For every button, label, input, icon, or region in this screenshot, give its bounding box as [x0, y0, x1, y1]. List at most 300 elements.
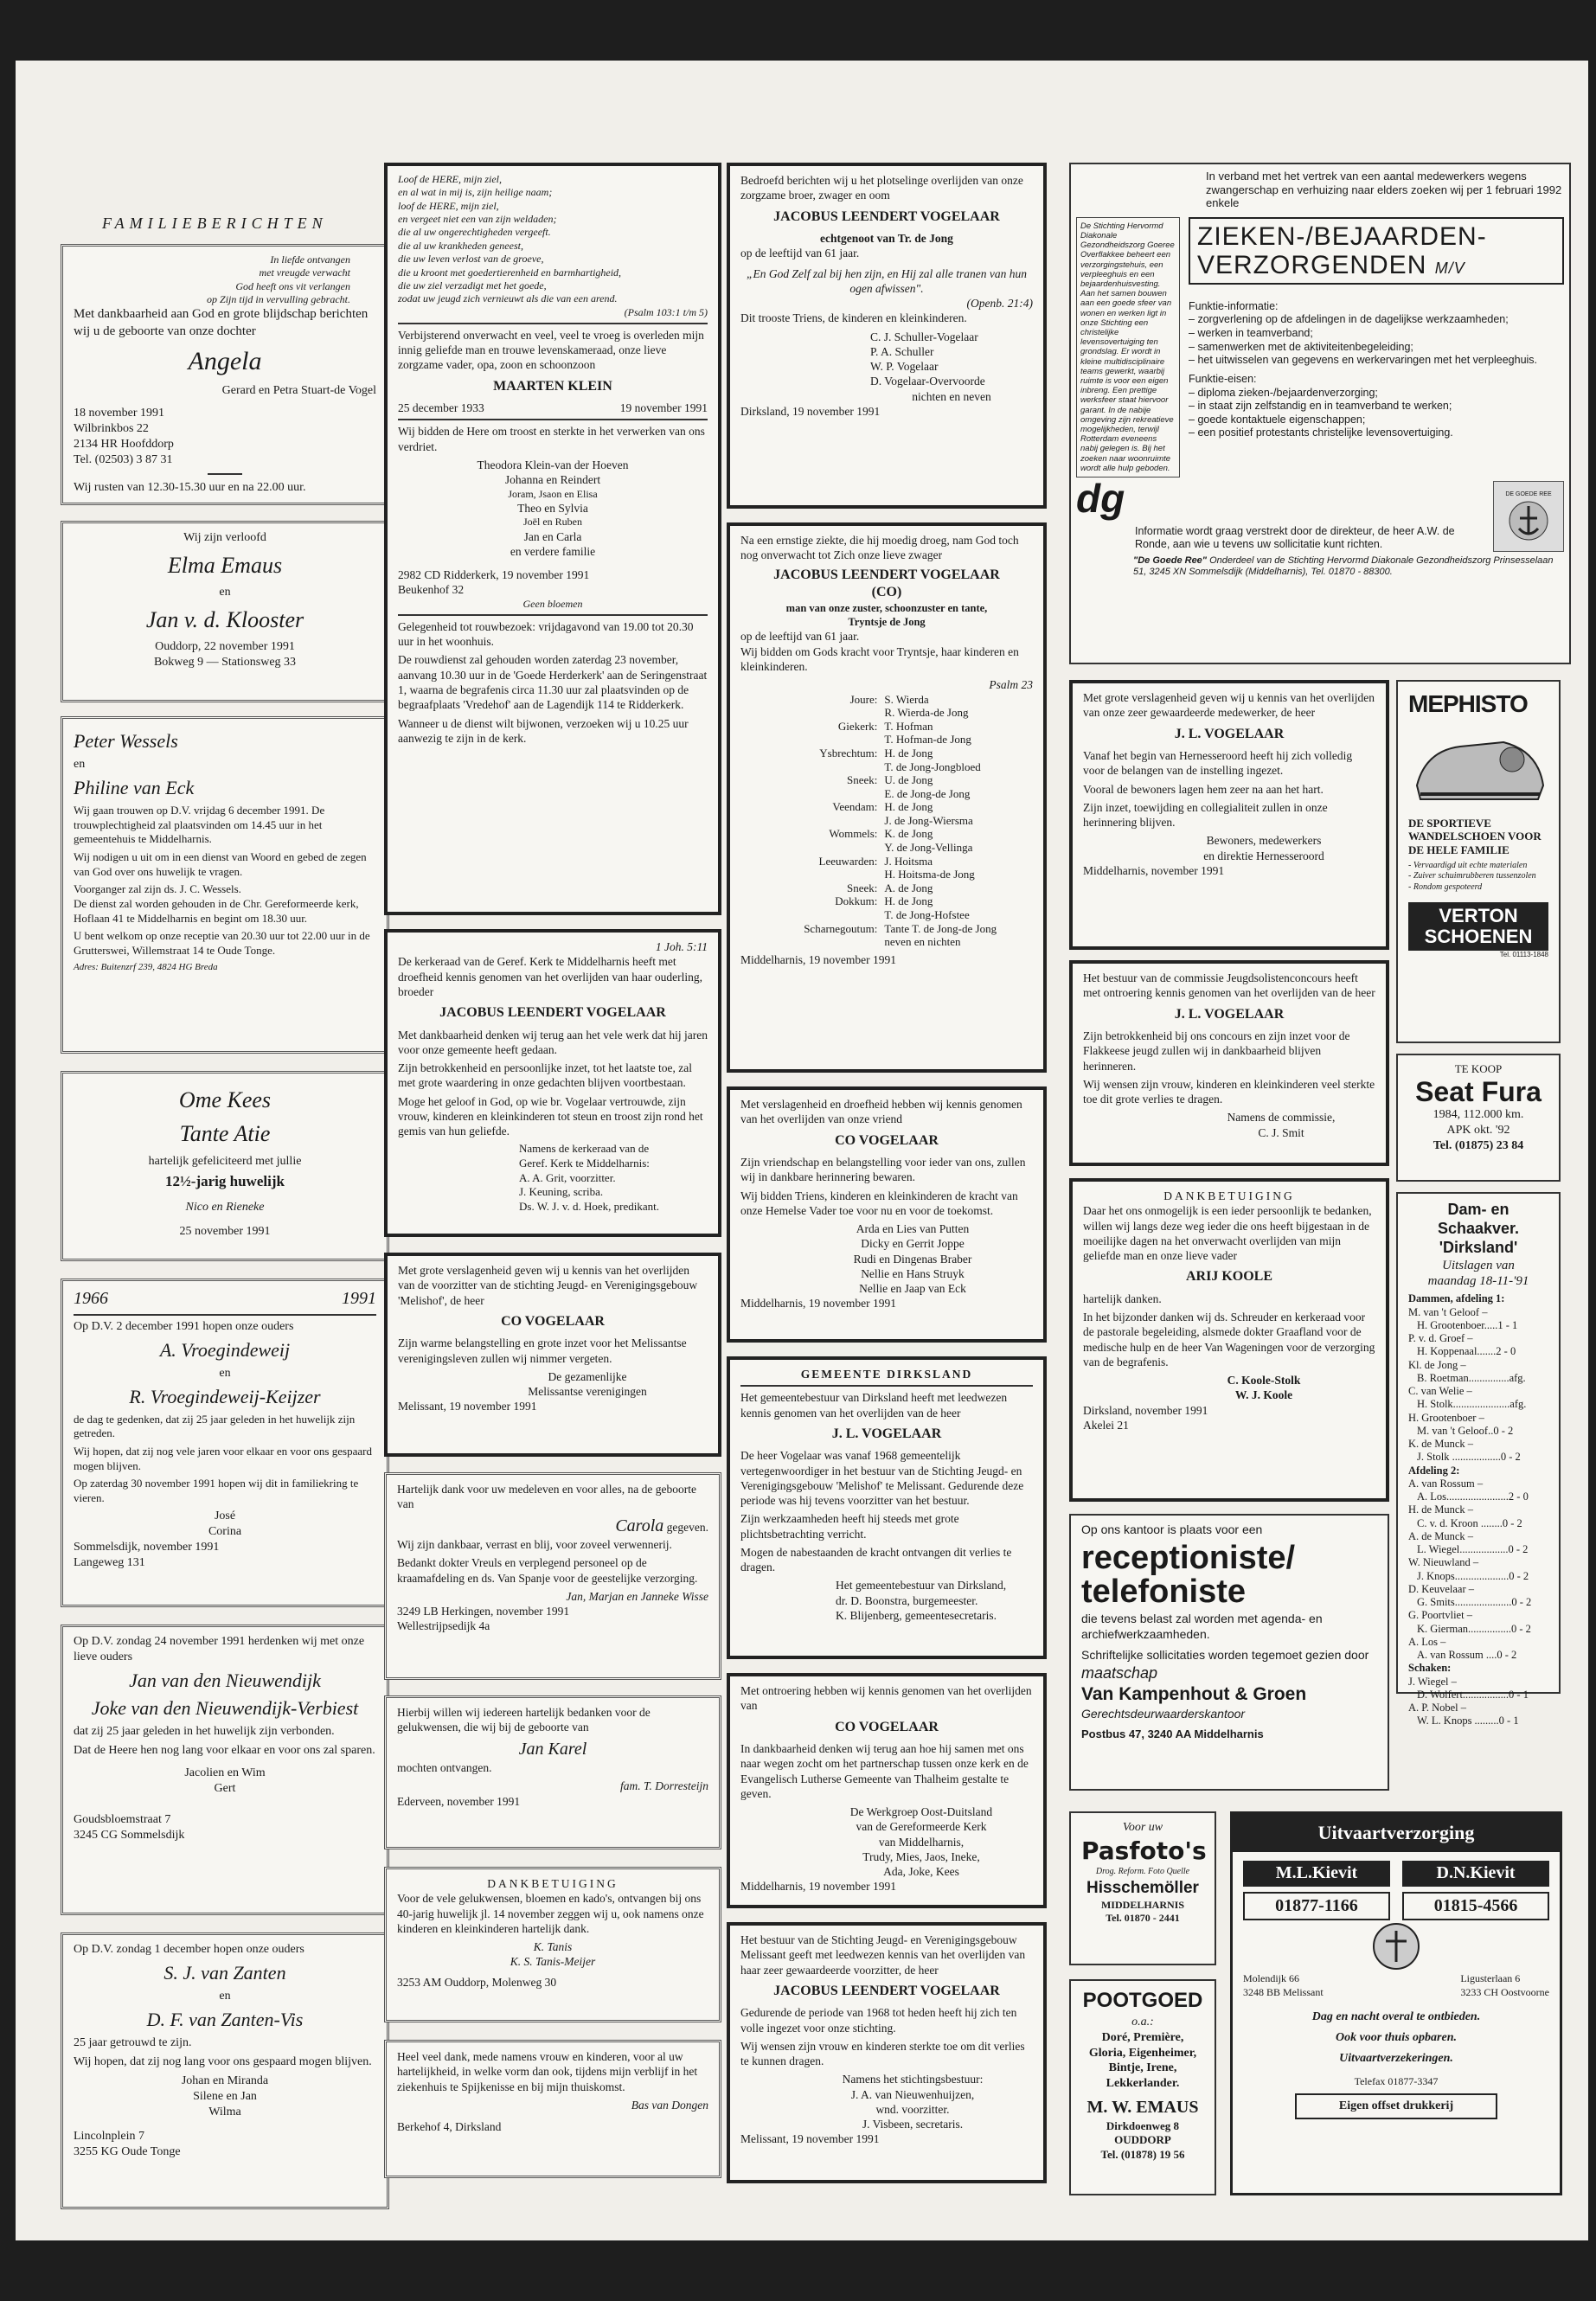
- child: Johan en Miranda: [181, 2073, 269, 2087]
- paragraph: Zijn betrokkenheid en persoonlijke inzet, tot het laatste toe, zal met grote waardering in onze gedachten blijven voortbestaan.: [398, 1061, 693, 1090]
- place: 2982 CD Ridderkerk, 19 november 1991: [398, 568, 590, 582]
- place-date: Ouddorp, 22 november 1991: [155, 640, 295, 654]
- friend: Arda en Lies van Putten: [856, 1222, 970, 1236]
- side-text: De Stichting Hervormd Diakonale Gezondheidszorg Goeree Overflakkee beheert een verzorgingstehuis, een verpleeghuis en een bejaardenhuisvesting. Aan het samen bouwen aan een goede sfeer van wonen en werken ligt in onze Stichting een christelijke levensovertuiging ten grondslag. Er wordt in kleine multidisciplinaire teams gewerkt, waarbij ruimte is voor een eigen inbreng. Een prettige werksfeer staat hiervoor garant. In de nabije omgeving zijn rekreatieve mogelijkheden, terwijl Rotterdam eveneens nabij gelegen is. Bij het zoeken naar woonruimte wordt alle hulp geboden.: [1076, 217, 1180, 478]
- signature: K. S. Tanis-Meijer: [510, 1955, 596, 1969]
- signature: wnd. voorzitter.: [875, 2102, 950, 2116]
- result-line: K. Gierman................0 - 2: [1417, 1622, 1531, 1635]
- phone: Tel. (01878) 19 56: [1100, 2148, 1185, 2162]
- relative-name: Y. de Jong-Vellinga: [884, 841, 973, 855]
- relative-name: T. Hofman: [884, 719, 933, 733]
- result-line: H. Grootenboer.....1 - 1: [1417, 1318, 1518, 1331]
- result-line: J. Knops....................0 - 2: [1417, 1569, 1529, 1582]
- name-atie: Tante Atie: [179, 1121, 271, 1147]
- address: Adres: Buitenzrf 239, 4824 HG Breda: [74, 962, 218, 973]
- info: Informatie wordt graag verstrekt door de direkteur, de heer A.W. de Ronde, aan wie u tevens uw sollicitatie kunt richten.: [1135, 524, 1455, 551]
- child: Wilma: [208, 2105, 241, 2118]
- family-member: Joël en Ruben: [523, 516, 582, 529]
- emblem-icon: [1243, 1920, 1549, 1972]
- name-philine: Philine van Eck: [74, 777, 195, 799]
- given-text: gegeven.: [666, 1520, 708, 1534]
- name-peter: Peter Wessels: [74, 730, 178, 752]
- addresses: Bokweg 9 — Stationsweg 33: [153, 656, 297, 670]
- relative-name: H. de Jong: [884, 894, 933, 908]
- deceased-name: ARIJ KOOLE: [1185, 1269, 1272, 1285]
- result-line: P. v. d. Groef –: [1408, 1332, 1473, 1345]
- paragraph: Zijn warme belangstelling en grote inzet voor het Melissantse verenigingsleven zullen wij nimmer vergeten.: [398, 1336, 687, 1365]
- seller-name: M. W. EMAUS: [1086, 2098, 1199, 2118]
- relative-row: [740, 773, 1033, 787]
- req-item: een positief protestants christelijke levensovertuiging.: [1197, 426, 1453, 439]
- paragraph: Gedurende de periode van 1968 tot heden heeft hij zich ten volle ingezet voor onze stichting.: [740, 2006, 1017, 2035]
- name-d: D. F. van Zanten-Vis: [146, 2008, 304, 2030]
- relative-name: S. Wierda: [884, 692, 929, 706]
- intro: Met verslagenheid en droefheid hebben wij kennis genomen van het overlijden van onze vriend: [740, 1098, 1022, 1126]
- result-line: J. Wiegel –: [1408, 1675, 1457, 1688]
- relative-place: [740, 841, 884, 855]
- title: GEMEENTE DIRKSLAND: [800, 1368, 973, 1381]
- relative-row: [740, 855, 1033, 868]
- obituary-dejong: [727, 163, 1047, 509]
- prayer: Wij bidden de Here om troost en sterkte in het verwerken van ons verdriet.: [398, 425, 705, 453]
- address: Beukenhof 32: [398, 583, 465, 597]
- division-title: Afdeling 2:: [1408, 1464, 1460, 1477]
- for-sale: TE KOOP: [1454, 1062, 1503, 1075]
- result-line: M. van 't Geloof..0 - 2: [1417, 1424, 1514, 1437]
- from: Nico en Rieneke: [185, 1201, 265, 1215]
- psalm-line: loof de HERE, mijn ziel,: [398, 199, 499, 212]
- dg-logo-icon: dg: [1076, 476, 1125, 522]
- address: 3253 AM Ouddorp, Molenweg 30: [397, 1975, 557, 1989]
- signature: J. Keuning, scriba.: [519, 1185, 604, 1199]
- intro: Het bestuur van de commissie Jeugdsolistenconcours heeft met ontroering kennis genomen van het overlijden van de heer: [1083, 971, 1375, 1000]
- relative-place: [740, 814, 884, 828]
- result-line: D. Wolfert.................0 - 1: [1417, 1688, 1529, 1701]
- job-title: receptioniste/ telefoniste: [1081, 1539, 1296, 1610]
- phone: Tel. 01870 - 2441: [1106, 1912, 1180, 1925]
- req-item: in staat zijn zelfstandig en in teamverband te werken;: [1197, 400, 1452, 413]
- address: Berkehof 4, Dirksland: [397, 2120, 502, 2134]
- result-line: L. Wiegel..................0 - 2: [1417, 1543, 1529, 1556]
- obituary-stichting: [727, 1922, 1047, 2183]
- obituary-maarten-klein: [384, 163, 721, 915]
- title: Uitvaartverzorging: [1233, 1814, 1560, 1852]
- relative-row: [740, 922, 1033, 936]
- deceased-name: CO VOGELAAR: [835, 1132, 939, 1148]
- paragraph: Daar het ons onmogelijk is een ieder persoonlijk te bedanken, willen wij langs deze weg ieder die ons heeft bijgestaan in de moeilijke dagen na het onverwacht overlijden van mijn geliefde man en onze lieve vader: [1083, 1204, 1372, 1263]
- relative-place: Veendam:: [832, 800, 878, 814]
- paragraph: Wij zijn dankbaar, verrast en blij, voor zoveel verwennerij.: [397, 1538, 672, 1552]
- signature: K. Blijenberg, gemeentesecretaris.: [836, 1608, 997, 1622]
- slogan: Ook voor thuis opbaren.: [1335, 2030, 1458, 2044]
- paragraph: In dankbaarheid denken wij terug aan hoe hij samen met ons naar wegen zocht om het partnerschap tussen onze kerk en de Evangelisch Lutherse Gemeente van Thalheim gestalte te geven.: [740, 1742, 1029, 1800]
- relative-row: [740, 841, 1033, 855]
- place: Dirksland, november 1991: [1083, 1403, 1208, 1417]
- relative-row: [740, 747, 1033, 760]
- signature: W. J. Koole: [1234, 1388, 1293, 1402]
- paragraph: dat zij 25 jaar geleden in het huwelijk zijn verbonden.: [74, 1725, 335, 1739]
- slogan: Dag en nacht overal te ontbieden.: [1311, 2010, 1481, 2024]
- signature: Bewoners, medewerkers: [1206, 834, 1322, 848]
- ad-pootgoed: [1069, 1979, 1216, 2195]
- address: Dirkdoenweg 8: [1106, 2118, 1180, 2132]
- name-left: M.L.Kievit: [1243, 1861, 1390, 1887]
- paragraph: Wij hopen, dat zij nog vele jaren voor elkaar en voor ons gespaard mogen blijven.: [74, 1444, 372, 1472]
- relative-place: Leeuwarden:: [818, 854, 878, 868]
- relative-name: T. de Jong-Jongbloed: [884, 760, 981, 773]
- family-member: Jan en Carla: [523, 529, 582, 543]
- deceased-name: JACOBUS LEENDERT VOGELAAR: [439, 1005, 666, 1021]
- bible-ref: 1 Joh. 5:11: [655, 940, 708, 953]
- result-line: A. de Munck –: [1408, 1529, 1473, 1542]
- result-line: K. de Munck –: [1408, 1438, 1473, 1451]
- friend: Nellie en Hans Struyk: [861, 1266, 965, 1280]
- sub: Uitslagen van: [1442, 1258, 1515, 1272]
- relative-place: [740, 760, 884, 774]
- signature: Ds. W. J. v. d. Hoek, predikant.: [519, 1199, 660, 1213]
- relative-name: H. de Jong: [884, 746, 933, 760]
- date: maandag 18-11-'91: [1427, 1274, 1529, 1289]
- paragraph: De heer Vogelaar was vanaf 1968 gemeentelijk vertegenwoordiger in het bestuur van de Stichting Jeugd- en Verenigingsgebouw 'Melishof' te Melissant. Gedurende deze periode was hij tevens voorzitter van het bestuur.: [740, 1449, 1024, 1508]
- relative-name: H. de Jong: [884, 800, 933, 814]
- psalm-line: die uw ziel verzadigt met het goede,: [398, 279, 547, 292]
- deceased-name: CO VOGELAAR: [835, 1719, 939, 1734]
- address: 3249 LB Herkingen, november 1991: [397, 1605, 570, 1618]
- thanks-koole: [1069, 1178, 1389, 1502]
- relative-name: J. Hoitsma: [884, 854, 933, 868]
- intro: Op D.V. zondag 24 november 1991 herdenken wij met onze lieve ouders: [74, 1635, 365, 1663]
- relative-place: [740, 787, 884, 801]
- result-line: H. de Munck –: [1408, 1503, 1473, 1516]
- and-text: en: [219, 1366, 231, 1380]
- phone: Tel. (02503) 3 87 31: [74, 452, 173, 466]
- paragraph: Zijn vriendschap en belangstelling voor ieder van ons, zullen wij in dankbare herinnering bewaren.: [740, 1156, 1026, 1184]
- signature: Namens het stichtingsbestuur:: [842, 2073, 984, 2086]
- address-right: Ligusterlaan 6: [1460, 1972, 1521, 1985]
- friend: Nellie en Jaap van Eck: [859, 1282, 966, 1296]
- paragraph: Zijn werkzaamheden heeft hij steeds met grote plichtsbetrachting verricht.: [740, 1512, 959, 1541]
- req-title: Funktie-eisen:: [1189, 372, 1257, 385]
- mv: M/V: [1434, 259, 1465, 277]
- paragraph: Vooral de bewoners lagen hem zeer na aan het hart.: [1083, 782, 1324, 796]
- name-jan: Jan v. d. Klooster: [145, 607, 304, 633]
- parents: Gerard en Petra Stuart-de Vogel: [221, 384, 376, 398]
- place: Middelharnis, 19 november 1991: [740, 1297, 896, 1311]
- signature: J. A. van Nieuwenhuijzen,: [850, 2087, 975, 2101]
- child: José: [214, 1509, 236, 1523]
- req-item: goede kontaktuele eigenschappen;: [1197, 413, 1366, 426]
- relative-row: [740, 706, 1033, 720]
- feature: - Rondom gespoteerd: [1408, 882, 1483, 893]
- relative-place: Joure:: [849, 692, 878, 706]
- intro: Bedroefd berichten wij u het plotselinge overlijden van onze zorgzame broer, zwager en oom: [740, 174, 1023, 202]
- tagline: DE HELE FAMILIE: [1408, 843, 1509, 857]
- family-member: C. J. Schuller-Vogelaar: [870, 330, 978, 343]
- obituary-friends: [727, 1086, 1047, 1343]
- result-line: A. van Rossum ....0 - 2: [1417, 1649, 1517, 1662]
- signature: Ada, Joke, Kees: [883, 1865, 959, 1879]
- feature: - Vervaardigd uit echte materialen: [1408, 860, 1528, 870]
- nickname: (CO): [871, 585, 902, 599]
- relative-name: U. de Jong: [884, 773, 933, 787]
- tagline: DE SPORTIEVE: [1408, 816, 1491, 830]
- car-title: Seat Fura: [1415, 1075, 1542, 1107]
- age: op de leeftijd van 61 jaar.: [740, 247, 860, 260]
- signature: van Middelharnis,: [878, 1835, 965, 1849]
- address: Goudsbloemstraat 7: [74, 1812, 171, 1826]
- job-ad-receptioniste: [1069, 1514, 1389, 1791]
- child: Silene en Jan: [193, 2089, 257, 2103]
- family-member: W. P. Vogelaar: [870, 360, 939, 374]
- result-line: A. P. Nobel –: [1408, 1702, 1467, 1715]
- relative-name: A. de Jong: [884, 881, 933, 894]
- intro: Het bestuur van de Stichting Jeugd- en Verenigingsgebouw Melissant geeft met leedwezen kennis van het overlijden van haar zeer gewaardeerde voorzitter, de heer: [740, 1933, 1026, 1977]
- seal-icon: DE GOEDE REE: [1493, 481, 1564, 552]
- year-end: 1991: [342, 1289, 376, 1308]
- result-line: H. Grootenboer –: [1408, 1411, 1484, 1424]
- quote: „En God Zelf zal bij hen zijn, en Hij zal alle tranen van hun ogen afwissen".: [747, 266, 1027, 295]
- signature: K. Tanis: [533, 1940, 573, 1954]
- intro: Met grote verslagenheid geven wij u kennis van het overlijden van de voorzitter van de stichting Jeugd- en Verenigingsgebouw 'Melishof', de heer: [398, 1264, 698, 1307]
- job-ad-zieken: In verband met het vertrek van een aantal medewerkers wegens zwangerschap en verhuizing naar elders zoeken wij per 1 februari 1992 enkele De Stichting Hervormd Diakonale Gezondheidszorg Goeree Overflakkee beheert een verzorgingstehuis, een verpleeghuis en een bejaardenhuisvesting. Aan het samen bouwen aan een goede sfeer van wonen en werken ligt in onze Stichting een christelijke levensovertuiging ten grondslag. Er wordt in kleine multidisciplinaire teams gewerkt, waarbij ruimte is voor een eigen inbreng. Een prettige werksfeer staat hiervoor garant. In de nabije omgeving zijn rekreatieve mogelijkheden, terwijl Rotterdam eveneens nabij gelegen is. Bij het zoeken naar woonruimte wordt alle hulp geboden. ZIEKEN-/BEJAARDEN-VERZORGENDEN M/V Funktie-informatie: – zorgverlening op de afdelingen in de dagelijkse werkzaamheden; – werken in teamverband; – samenwerken met de aktiviteitenbegeleiding; – het uitwisselen van gegevens en werkervaringen met het verpleeghuis. Funktie-eisen: – diploma zieken-/bejaardenverzorging; – in staat zijn zelfstandig en in teamverband te werken; – goede kontaktuele eigenschappen; – een positief protestants christelijke levensovertuiging. dg Informatie wordt graag verstrekt door de direkteur, de heer A.W. de Ronde, aan wie u tevens uw sollicitatie kunt richten. DE GOEDE REE "De Goede Ree" Onderdeel van de Stichting Hervormd Diakonale Gezondheidszorg Prinsesselaan 51, 3245 XN Sommelsdijk (Middelharnis), Tel. 01870 - 88300.: [1069, 163, 1571, 664]
- result-line: A. Los –: [1408, 1635, 1446, 1648]
- relative-name: H. Hoitsma-de Jong: [884, 868, 975, 881]
- intro: Met ontroering hebben wij kennis genomen van het overlijden van: [740, 1684, 1032, 1713]
- and-text: en: [74, 758, 86, 772]
- place-right: 3233 CH Oostvoorne: [1460, 1985, 1549, 1998]
- oa: o.a.:: [1131, 2015, 1154, 2029]
- wedding-text: Wij nodigen u uit om in een dienst van Woord en gebed de zegen van God over ons huwelijk te vragen.: [74, 850, 367, 878]
- relative-name: Tante T. de Jong-de Jong: [884, 921, 997, 935]
- place: Sommelsdijk, november 1991: [74, 1541, 220, 1554]
- result-line: A. van Rossum –: [1408, 1477, 1484, 1490]
- anniversary-vroegindeweij: [61, 1279, 389, 1607]
- psalm-line: die u kroont met goedertierenheid en barmhartigheid,: [398, 266, 622, 279]
- intro: Op ons kantoor is plaats voor een: [1081, 1522, 1263, 1536]
- baby-name: Jan Karel: [518, 1739, 587, 1759]
- name-r: R. Vroegindeweij-Keijzer: [129, 1385, 321, 1407]
- spouse: echtgenoot van Tr. de Jong: [820, 232, 953, 245]
- paragraph: Wij wensen zijn vrouw en kinderen sterkte toe om dit verlies te kunnen dragen.: [740, 2039, 1025, 2068]
- place: OUDDORP: [1114, 2133, 1171, 2147]
- place: Dirksland, 19 november 1991: [740, 404, 881, 418]
- maatschap: maatschap: [1081, 1664, 1158, 1682]
- relative-row: [740, 868, 1033, 881]
- club-title: Dam- en Schaakver.: [1437, 1201, 1520, 1237]
- paragraph: Wanneer u de dienst wilt bijwonen, verzoeken wij u 10.25 uur aanwezig te zijn in de kerk.: [398, 716, 689, 745]
- phone-left: 01877-1166: [1243, 1892, 1390, 1921]
- name-kees: Ome Kees: [178, 1087, 272, 1112]
- fax: Telefax 01877-3347: [1354, 2074, 1439, 2087]
- intro: In verband met het vertrek van een aantal medewerkers wegens zwangerschap en verhuizing naar elders zoeken wij per 1 februari 1992 enkele: [1206, 170, 1562, 210]
- psalm-line: die uw leven verlost van de groeve,: [398, 253, 544, 266]
- intro: De kerkeraad van de Geref. Kerk te Middelharnis heeft met droefheid kennis genomen van het overlijden van haar ouderling, broeder: [398, 955, 703, 998]
- club-name: 'Dirksland': [1439, 1238, 1518, 1256]
- intro: Na een ernstige ziekte, die hij moedig droeg, nam God toch nog onverwacht tot Zich onze lieve zwager: [740, 534, 1019, 562]
- spec: 1984, 112.000 km.: [1433, 1107, 1524, 1121]
- prayer: Wij bidden om Gods kracht voor Tryntsje, haar kinderen en kleinkinderen.: [740, 644, 1019, 673]
- ad-pasfoto: [1069, 1811, 1216, 1965]
- relative-row: [740, 827, 1033, 841]
- result-line: J. Stolk ..................0 - 2: [1417, 1451, 1521, 1464]
- relative-name: R. Wierda-de Jong: [884, 706, 969, 720]
- paragraph: hartelijk danken.: [1083, 1292, 1162, 1305]
- obituary-co-family: [727, 522, 1047, 1073]
- postal: 2134 HR Hoofddorp: [74, 437, 174, 451]
- result-line: C. van Welie –: [1408, 1385, 1472, 1398]
- paragraph: 25 jaar getrouwd te zijn.: [74, 2036, 192, 2050]
- deceased-name: CO VOGELAAR: [501, 1313, 605, 1329]
- relative-name: neven en nichten: [884, 935, 961, 949]
- thanks-carola: [384, 1472, 721, 1680]
- relative-place: Ysbrechtum:: [819, 746, 878, 760]
- relative-row: [740, 908, 1033, 922]
- quote-ref: (Openb. 21:4): [966, 297, 1033, 311]
- paragraph: Hartelijk dank voor uw medeleven en voor alles, na de geboorte van: [397, 1483, 697, 1511]
- relative-row: [740, 800, 1033, 814]
- paragraph: Wij wensen zijn vrouw, kinderen en kleinkinderen veel sterkte toe dit grote verlies te dragen.: [1083, 1077, 1375, 1106]
- paragraph: Hierbij willen wij iedereen hartelijk bedanken voor de gelukwensen, die wij bij de geboorte van: [397, 1706, 651, 1734]
- shoe-icon: [1408, 725, 1548, 811]
- paragraph: Wij hopen, dat zij nog lang voor ons gespaard mogen blijven.: [74, 2055, 372, 2069]
- relative-row: [740, 935, 1033, 949]
- chess-results: [1396, 1192, 1561, 1727]
- intro: Op D.V. 2 december 1991 hopen onze ouders: [74, 1319, 294, 1333]
- wedding-peter-philine: [61, 716, 389, 1054]
- psalm-line: die al uw ongerechtigheden vergeeft.: [398, 226, 551, 239]
- paragraph: Zijn inzet, toewijding en collegialiteit zullen in onze herinnering blijven.: [1083, 800, 1328, 830]
- name-elma: Elma Emaus: [167, 552, 283, 578]
- signature: Jan, Marjan en Janneke Wisse: [566, 1589, 708, 1603]
- psalm: Psalm 23: [989, 678, 1033, 692]
- phone-right: 01815-4566: [1402, 1892, 1549, 1921]
- friend: Rudi en Dingenas Braber: [853, 1252, 972, 1266]
- shop-name: VERTON SCHOENEN: [1408, 902, 1548, 951]
- deceased-name: JACOBUS LEENDERT VOGELAAR: [773, 208, 1000, 224]
- ad-uitvaart: [1230, 1811, 1562, 2195]
- anniversary-van-zanten: [61, 1932, 389, 2209]
- paragraph: In het bijzonder danken wij ds. Schreuder en kerkeraad voor de pastorale begeleiding, alsmede dokter Graafland voor de medische hulp en de heer Van Wageningen voor de verzorging van de begrafenis.: [1083, 1311, 1375, 1368]
- date: 18 november 1991: [74, 407, 164, 420]
- paragraph: Schriftelijke sollicitaties worden tegemoet gezien door: [1081, 1648, 1369, 1663]
- born-date: 25 december 1933: [398, 401, 484, 415]
- date: 25 november 1991: [179, 1225, 271, 1239]
- func-item: het uitwisselen van gegevens en werkervaringen met het verpleeghuis.: [1197, 354, 1538, 367]
- name-a: A. Vroegindeweij: [159, 1338, 291, 1361]
- relative-row: [740, 787, 1033, 801]
- obituary-kerkeraad: [384, 929, 721, 1237]
- thanks-tanis: [384, 1867, 721, 2022]
- shop-name: Hisschemöller: [1086, 1878, 1199, 1897]
- relative-place: [740, 908, 884, 922]
- relative-place: Dokkum:: [835, 894, 878, 908]
- signature: Trudy, Mies, Jaos, Ineke,: [862, 1849, 980, 1863]
- spouse: Tryntsje de Jong: [848, 616, 926, 629]
- relative-place: Sneek:: [847, 881, 878, 894]
- baby-name: Carola: [615, 1516, 664, 1535]
- place: Middelharnis, 19 november 1991: [740, 1880, 896, 1894]
- paragraph: Op zaterdag 30 november 1991 hopen wij dit in familiekring te vieren.: [74, 1477, 359, 1504]
- consolation: Dit trooste Triens, de kinderen en kleinkinderen.: [740, 311, 967, 325]
- signature: Het gemeentebestuur van Dirksland,: [836, 1579, 1007, 1593]
- job-title: ZIEKEN-/BEJAARDEN-VERZORGENDEN: [1197, 221, 1487, 279]
- relative-name: E. de Jong-de Jong: [884, 786, 971, 800]
- deceased-name: J. L. VOGELAAR: [831, 1426, 942, 1441]
- poem-line: op Zijn tijd in vervulling gebracht.: [207, 293, 350, 306]
- brand: MEPHISTO: [1408, 690, 1528, 717]
- relative-place: Scharnegoutum:: [804, 921, 878, 935]
- poem-line: God heeft ons vit verlangen: [235, 279, 350, 292]
- variety: Doré, Première,: [1101, 2030, 1184, 2044]
- wedding-text: Voorganger zal zijn ds. J. C. Wessels.: [74, 882, 241, 896]
- signature: A. A. Grit, voorzitter.: [519, 1170, 616, 1184]
- result-line: M. van 't Geloof –: [1408, 1305, 1488, 1318]
- title: DANKBETUIGING: [487, 1877, 619, 1890]
- obituary-melissant: [384, 1253, 721, 1457]
- result-line: A. Los.......................2 - 0: [1417, 1490, 1529, 1503]
- family-member: nichten en neven: [912, 389, 991, 403]
- pootgoed-title: POOTGOED: [1082, 1989, 1203, 2012]
- poem-line: In liefde ontvangen: [270, 253, 350, 266]
- poem-line: met vreugde verwacht: [259, 266, 350, 279]
- relative-place: [740, 733, 884, 747]
- voor-uw: Voor uw: [1122, 1821, 1163, 1834]
- obituary-werkgroep: [727, 1673, 1047, 1908]
- req-item: diploma zieken-/bejaardenverzorging;: [1197, 386, 1378, 399]
- address: Langeweg 131: [74, 1556, 145, 1570]
- division-title: Schaken:: [1408, 1662, 1452, 1675]
- name-joke: Joke van den Nieuwendijk-Verbiest: [91, 1696, 359, 1719]
- paragraph: Wij bidden Triens, kinderen en kleinkinderen de kracht van onze Hemelse Vader toe voor nu en voor de toekomst.: [740, 1189, 1018, 1217]
- psalm-line: en al wat in mij is, zijn heilige naam;: [398, 186, 553, 199]
- paragraph: Moge het geloof in God, op wie br. Vogelaar vertrouwde, zijn vrouw, kinderen en kleinkinderen tot steun en troost zijn rond het gemis van hun geliefde.: [398, 1094, 703, 1138]
- intro: Op D.V. zondag 1 december hopen onze ouders: [74, 1943, 304, 1956]
- thanks-van-dongen: [384, 2040, 721, 2178]
- baby-name: Angela: [188, 346, 262, 375]
- place: Ederveen, november 1991: [397, 1794, 521, 1808]
- signature: C. Koole-Stolk: [1227, 1374, 1301, 1388]
- firm-sub: Gerechtsdeurwaarderskantoor: [1081, 1707, 1246, 1721]
- anniversary-nieuwendijk: [61, 1625, 389, 1915]
- paragraph: de dag te gedenken, dat zij 25 jaar geleden in het huwelijk zijn getreden.: [74, 1412, 356, 1440]
- relative-place: [740, 935, 884, 949]
- psalm-line: en vergeet niet een van zijn weldaden;: [398, 213, 557, 226]
- relative-place: Giekerk:: [837, 719, 878, 733]
- result-line: H. Stolk.....................afg.: [1417, 1398, 1527, 1411]
- address: Wilbrinkbos 22: [74, 422, 149, 436]
- spec: APK okt. '92: [1446, 1123, 1510, 1137]
- signature: De Werkgroep Oost-Duitsland: [849, 1805, 993, 1819]
- result-line: W. L. Knops .........0 - 1: [1417, 1715, 1519, 1727]
- func-title: Funktie-informatie:: [1189, 299, 1279, 312]
- signature: C. J. Smit: [1258, 1125, 1304, 1139]
- org-details: Onderdeel van de Stichting Hervormd Diakonale Gezondheidszorg Prinsesselaan 51, 3245 XN Sommelsdijk (Middelharnis), Tel. 01870 - 88300.: [1133, 555, 1554, 578]
- paragraph: Dat de Heere hen nog lang voor elkaar en voor ons zal sparen.: [74, 1744, 375, 1758]
- paragraph: die tevens belast zal worden met agenda- en archiefwerkzaamheden.: [1081, 1612, 1323, 1642]
- birth-announcement-angela: [61, 244, 389, 505]
- paragraph: Bedankt dokter Vreuls en verplegend personeel op de kraamafdeling en ds. Van Spanje voor de geestelijke verzorging.: [397, 1556, 698, 1585]
- signature: Geref. Kerk te Middelharnis:: [519, 1157, 650, 1170]
- result-line: B. Roetman...............afg.: [1417, 1371, 1526, 1384]
- deceased-name: J. L. VOGELAAR: [1174, 726, 1285, 741]
- engaged-line: Wij zijn verloofd: [183, 531, 266, 544]
- child: Gert: [214, 1781, 236, 1795]
- deceased-name: JACOBUS LEENDERT VOGELAAR: [773, 1983, 1000, 1998]
- deceased-name: J. L. VOGELAAR: [1174, 1006, 1285, 1022]
- name-jan: Jan van den Nieuwendijk: [129, 1669, 321, 1691]
- intro: Met grote verslagenheid geven wij u kennis van het overlijden van onze zeer gewaardeerde medewerker, de heer: [1083, 691, 1375, 720]
- relative-place: [740, 706, 884, 720]
